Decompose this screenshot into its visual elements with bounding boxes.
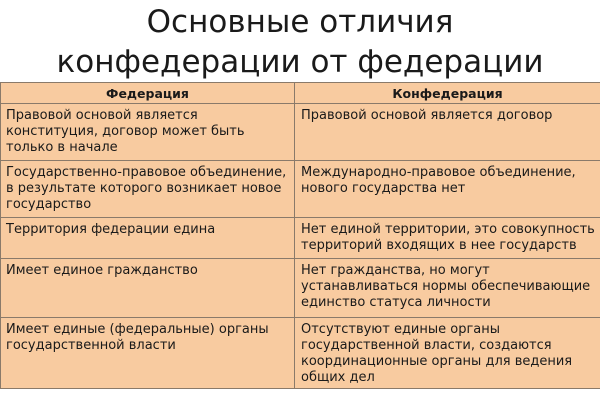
page-title-line-2: конфедерации от федерации: [56, 44, 544, 80]
table-cell-confederation: Нет единой территории, это совокупность территорий входящих в нее государств: [295, 218, 600, 259]
column-header-confederation: Конфедерация: [295, 83, 600, 104]
table-cell-confederation: Правовой основой является договор: [295, 104, 600, 161]
table-row: [1, 161, 600, 218]
table-cell-confederation: Отсутствуют единые органы государственной власти, создаются координационные органы для ведения общих дел: [295, 318, 600, 389]
comparison-table-container: [0, 82, 600, 389]
table-cell-federation: Территория федерации едина: [1, 218, 295, 259]
table-row: [1, 104, 600, 161]
page-title-line-1: Основные отличия: [146, 4, 454, 40]
column-header-federation: Федерация: [1, 83, 295, 104]
table-cell-federation: Государственно-правовое объединение, в результате которого возникает новое государство: [1, 161, 295, 218]
table-header-row: [1, 83, 600, 104]
table-cell-federation: Имеет единое гражданство: [1, 259, 295, 318]
table-cell-confederation: Нет гражданства, но могут устанавливаться нормы обеспечивающие единство статуса личности: [295, 259, 600, 318]
table-cell-federation: Имеет единые (федеральные) органы государственной власти: [1, 318, 295, 389]
page-title: [0, 0, 600, 82]
comparison-table: [0, 82, 600, 389]
table-row: [1, 318, 600, 389]
table-cell-confederation: Международно-правовое объединение, нового государства нет: [295, 161, 600, 218]
table-row: [1, 218, 600, 259]
table-cell-federation: Правовой основой является конституция, договор может быть только в начале: [1, 104, 295, 161]
table-row: [1, 259, 600, 318]
